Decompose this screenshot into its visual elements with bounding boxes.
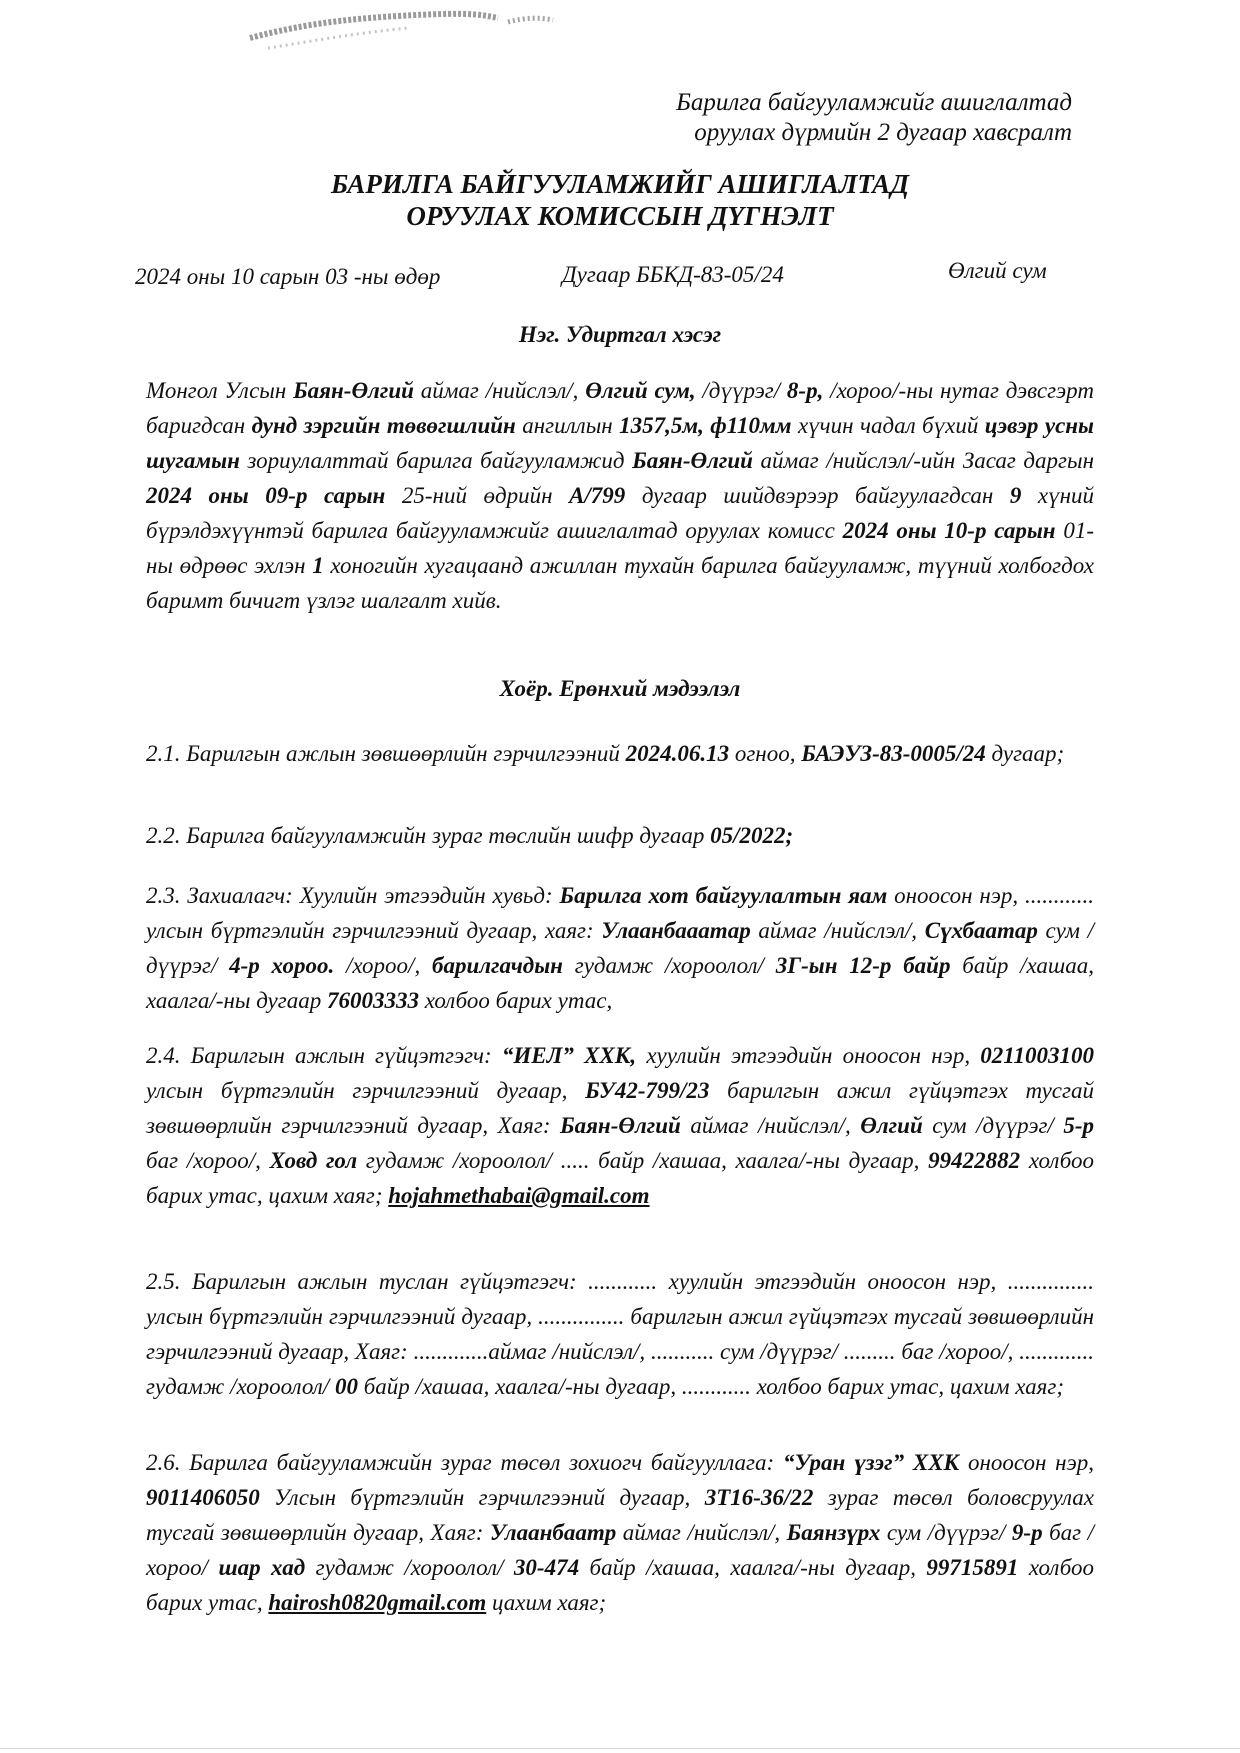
document-place: Өлгий сум (948, 258, 1047, 283)
item-2-3: 2.3. Захиалагч: Хуулийн этгээдийн хувьд: Барилга хот байгуулалтын яам оноосон нэр, ............ улсын бүртгэлийн гэрчилгээний дугаар, хаяг: Улаанбааатар аймаг /нийслэл/, Сүхбаатар сум /дүүрэг/ 4-р хороо. /хороо/, барилгачдын гудамж /хороолол/ 3Г-ын 12-р байр байр /хашаа, хаалга/-ны дугаар 76003333 холбоо барих утас, (146, 883, 1095, 1013)
scan-artifact (248, 8, 558, 58)
appendix-note (676, 88, 1072, 148)
scan-edge-line (0, 1748, 1240, 1749)
item-2-6: 2.6. Барилга байгууламжийн зураг төсөл зохиогч байгууллага: “Уран үзэг” ХХК оноосон нэр, 9011406050 Улсын бүртгэлийн гэрчилгээний дугаар, 3Т16-36/22 зураг төсөл боловсруулах тусгай зөвшөөрлийн дугаар, Хаяг: Улаанбаатр аймаг /нийслэл/, Баянзүрх сум /дүүрэг/ 9-р баг /хороо/ шар хад гудамж /хороолол/ 30-474 байр /хашаа, хаалга/-ны дугаар, 99715891 холбоо барих утас, hairosh0820gmail.com цахим хаяг; (146, 1450, 1094, 1615)
document-number: Дугаар ББКД-83-05/24 (562, 262, 784, 287)
intro-paragraph: Монгол Улсын Баян-Өлгий аймаг /нийслэл/, Өлгий сум, /дүүрэг/ 8-р, /хороо/-ны нутаг дэвсгэрт баригдсан дунд зэргийн төвөгшлийн ангиллын 1357,5м, ф110мм хүчин чадал бүхий цэвэр усны шугамын зориулалттай барилга байгууламжид Баян-Өлгий аймаг /нийслэл/-ийн Засаг даргын 2024 оны 09-р сарын 25-ний өдрийн А/799 дугаар шийдвэрээр байгуулагдсан 9 хүний бүрэлдэхүүнтэй барилга байгууламжийг ашиглалтад оруулах комисс 2024 оны 10-р сарын 01-ны өдрөөс эхлэн 1 хоногийн хугацаанд ажиллан тухайн барилга байгууламж, түүний холбогдох баримт бичигт үзлэг шалгалт хийв. (146, 378, 1094, 613)
contractor-email: hojahmethabai@gmail.com (388, 1183, 650, 1208)
item-2-5: 2.5. Барилгын ажлын туслан гүйцэтгэгч: ............ хуулийн этгээдийн оноосон нэр, ............... улсын бүртгэлийн гэрчилгээний дугаар, ............... барилгын ажил гүйцэтгэх тусгай зөвшөөрлийн гэрчилгээний дугаар, Хаяг: .............аймаг /нийслэл/, ........... сум /дүүрэг/ ......... баг /хороо/, ............. гудамж /хороолол/ 00 байр /хашаа, хаалга/-ны дугаар, ............ холбоо барих утас, цахим хаяг; (146, 1269, 1094, 1399)
document-date: 2024 оны 10 сарын 03 -ны өдөр (135, 264, 441, 289)
title-line-2: ОРУУЛАХ КОМИССЫН ДҮГНЭЛТ (406, 201, 834, 231)
title-line-1: БАРИЛГА БАЙГУУЛАМЖИЙГ АШИГЛАЛТАД (331, 169, 909, 199)
item-2-4: 2.4. Барилгын ажлын гүйцэтгэгч: “ИЕЛ” ХХК, хуулийн этгээдийн оноосон нэр, 0211003100 улсын бүртгэлийн гэрчилгээний дугаар, БУ42-799/23 барилгын ажил гүйцэтгэх тусгай зөвшөөрлийн гэрчилгээний дугаар, Хаяг: Баян-Өлгий аймаг /нийслэл/, Өлгий сум /дүүрэг/ 5-р баг /хороо/, Ховд гол гудамж /хороолол/ ..... байр /хашаа, хаалга/-ны дугаар, 99422882 холбоо барих утас, цахим хаяг; hojahmethabai@gmail.com (146, 1043, 1095, 1208)
item-2-1: 2.1. Барилгын ажлын зөвшөөрлийн гэрчилгээний 2024.06.13 огноо, БАЭУЗ-83-0005/24 дугаар; (146, 741, 1065, 766)
designer-email: hairosh0820gmail.com (268, 1590, 487, 1615)
appendix-line-1: Барилга байгууламжийг ашиглалтад (676, 89, 1072, 116)
item-2-2: 2.2. Барилга байгууламжийн зураг төслийн шифр дугаар 05/2022; (146, 823, 794, 848)
section-2-heading: Хоёр. Ерөнхий мэдээлэл (499, 676, 741, 701)
appendix-line-2: оруулах дүрмийн 2 дугаар хавсралт (694, 119, 1072, 146)
section-1-heading: Нэг. Удиртгал хэсэг (518, 322, 722, 347)
document-title (0, 168, 1240, 232)
